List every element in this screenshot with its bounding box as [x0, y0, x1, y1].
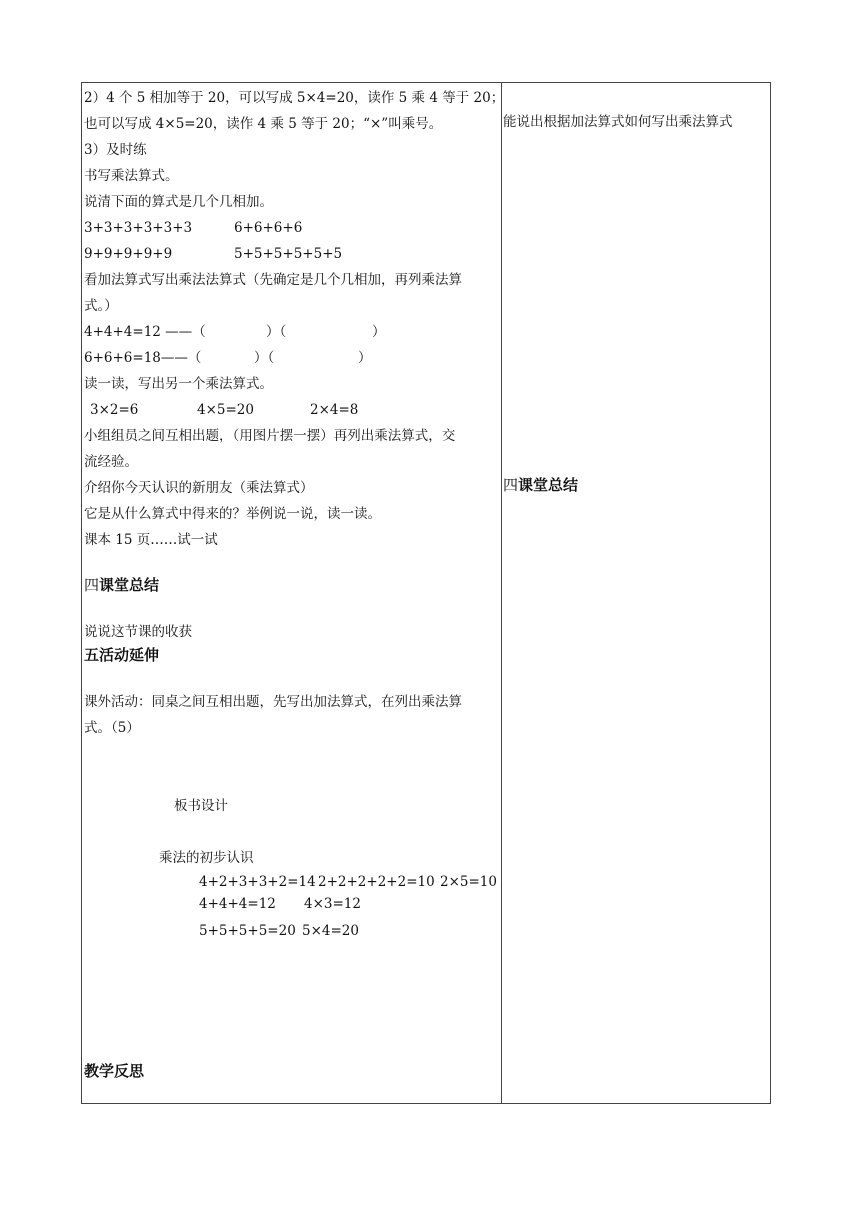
board-expression: 5+5+5+5=20	[199, 923, 296, 939]
text-line: 式。（5）	[84, 720, 140, 736]
section-title: 课堂总结	[99, 576, 160, 594]
fill-blank-bracket: ）（	[254, 350, 275, 366]
board-expression: 4×3=12	[304, 896, 361, 912]
fill-blank-bracket: ）	[372, 324, 386, 340]
board-expression: 4+2+3+3+2=14	[199, 874, 316, 890]
board-expression: 2×5=10	[440, 874, 497, 890]
expression: 5+5+5+5+5+5	[234, 246, 343, 262]
fill-blank-expression: 6+6+6=18——（	[84, 350, 202, 366]
board-design-title: 板书设计	[174, 798, 228, 814]
section-heading-summary	[84, 575, 159, 595]
fill-blank-bracket: ）	[358, 350, 372, 366]
text-line: 说说这节课的收获	[84, 624, 192, 640]
board-design-subtitle: 乘法的初步认识	[159, 850, 254, 866]
section-number: 四	[503, 476, 519, 494]
section-number: 四	[84, 576, 100, 594]
text-line: 看加法算式写出乘法法算式（先确定是几个几相加，再列乘法算	[84, 272, 462, 288]
text-line: 书写乘法算式。	[84, 168, 179, 184]
board-expression: 2+2+2+2+2=10	[318, 874, 435, 890]
section-title: 课堂总结	[518, 476, 579, 494]
text-line: 流经验。	[84, 454, 138, 470]
text-line: 2）4 个 5 相加等于 20，可以写成 5×4=20，读作 5 乘 4 等于 20；	[84, 90, 505, 106]
section-heading-extension: 五活动延伸	[84, 646, 160, 664]
text-line: 小组组员之间互相出题，（用图片摆一摆）再列出乘法算式，交	[84, 428, 456, 444]
expression: 6+6+6+6	[234, 220, 303, 236]
expression: 2×4=8	[310, 402, 359, 418]
expression: 9+9+9+9+9	[84, 246, 173, 262]
board-expression: 4+4+4=12	[199, 896, 276, 912]
text-line: 3）及时练	[84, 142, 147, 158]
text-line: 也可以写成 4×5=20，读作 4 乘 5 等于 20；“×”叫乘号。	[84, 116, 443, 132]
fill-blank-bracket: ）（	[266, 324, 287, 340]
column-divider	[501, 83, 502, 1103]
text-line: 课本 15 页……试一试	[84, 532, 218, 548]
expression: 3+3+3+3+3+3	[84, 220, 193, 236]
text-line: 说清下面的算式是几个几相加。	[84, 194, 273, 210]
text-line: 介绍你今天认识的新朋友（乘法算式）	[84, 480, 314, 496]
fill-blank-expression: 4+4+4=12 ——（	[84, 324, 206, 340]
section-heading-summary-right	[503, 475, 578, 495]
lesson-table	[81, 82, 771, 1104]
text-line: 读一读，写出另一个乘法算式。	[84, 376, 273, 392]
expression: 4×5=20	[197, 402, 254, 418]
text-line: 式。）	[84, 298, 118, 314]
teaching-reflection-heading: 教学反思	[84, 1062, 145, 1080]
text-line: 它是从什么算式中得来的？举例说一说，读一读。	[84, 506, 381, 522]
expression: 3×2=6	[90, 402, 139, 418]
board-expression: 5×4=20	[302, 923, 359, 939]
objective-text: 能说出根据加法算式如何写出乘法算式	[503, 114, 733, 130]
text-line: 课外活动：同桌之间互相出题，先写出加法算式，在列出乘法算	[84, 694, 462, 710]
